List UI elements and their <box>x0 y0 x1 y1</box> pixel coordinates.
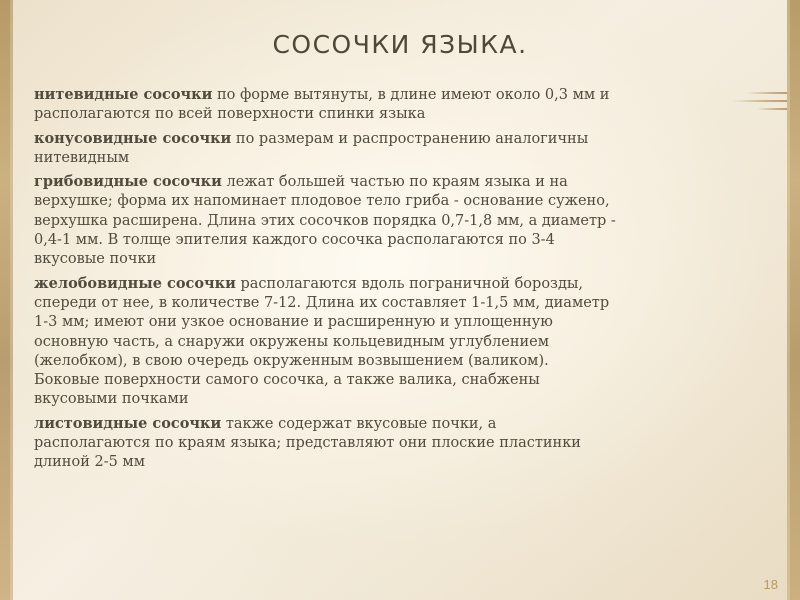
text-fungiform: лежат большей частью по краям языка и на верхушке; форма их напоминает плодовое тело гриба - основание сужено, верхушка расширена. Длина этих сосочков порядка 0,7-1,8 мм, а диаметр - 0,4-1 мм. В толще эпителия каждого сосочка располагаются по 3-4 вкусовые почки <box>34 174 616 268</box>
paragraph-vallate <box>34 274 616 410</box>
text-vallate: располагаются вдоль пограничной борозды, спереди от нее, в количестве 7-12. Длина их составляет 1-1,5 мм, диаметр 1-3 мм; имеют они узкое основание и расширенную и уплощенную основную часть, а снаружи окружены кольцевидным углублением (желобком), в свою очередь окруженным возвышением (валиком). Боковые поверхности самого сосочка, а также валика, снабжены вкусовыми почками <box>34 275 610 408</box>
term-fungiform: грибовидные сосочки <box>34 173 222 191</box>
page-number: 18 <box>763 577 778 592</box>
term-filiform: нитевидные сосочки <box>34 86 213 103</box>
slide-content <box>34 85 616 477</box>
text-filiform: по форме вытянуты, в длине имеют около 0,3 мм и располагаются по всей поверхности спинки языка <box>34 87 610 123</box>
decorative-line <box>747 92 787 94</box>
decorative-line <box>732 100 787 102</box>
paragraph-fungiform <box>34 172 616 269</box>
paragraph-foliate <box>34 414 616 473</box>
slide-title: СОСОЧКИ ЯЗЫКА. <box>272 30 528 59</box>
term-foliate: листовидные сосочки <box>34 414 222 432</box>
text-foliate: также содержат вкусовые почки, а располагаются по краям языка; представляют они плоские пластинки длиной 2-5 мм <box>34 415 581 471</box>
term-conical: конусовидные сосочки <box>34 129 232 147</box>
decorative-line <box>757 108 787 110</box>
right-decorative-stripe <box>787 0 800 600</box>
term-vallate: желобовидные сосочки <box>34 274 236 292</box>
paragraph-filiform <box>34 85 616 125</box>
text-conical: по размерам и распространению аналогичны нитевидным <box>34 130 589 166</box>
left-decorative-stripe <box>0 0 13 600</box>
paragraph-conical <box>34 129 616 169</box>
